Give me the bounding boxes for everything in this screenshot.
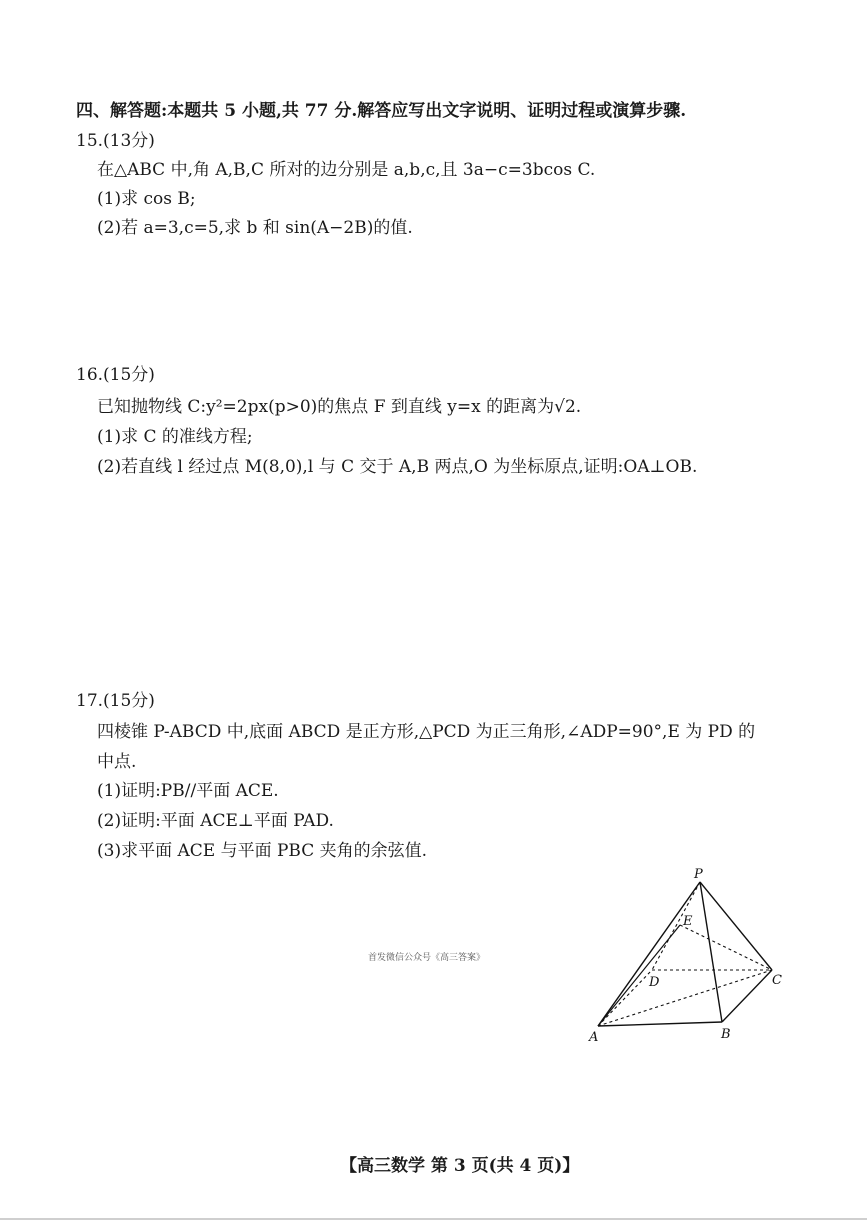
- edge-pd: [652, 882, 700, 970]
- label-a: A: [589, 1030, 599, 1045]
- edge-pc: [700, 882, 772, 970]
- label-p: P: [694, 867, 703, 882]
- section-heading: 四、解答题:本题共 5 小题,共 77 分.解答应写出文字说明、证明过程或演算步骤.: [76, 101, 687, 121]
- edge-pa: [598, 882, 700, 1026]
- edge-pb: [700, 882, 722, 1022]
- q15-stem: 在△ABC 中,角 A,B,C 所对的边分别是 a,b,c,且 3a−c=3bcos C.: [97, 160, 596, 180]
- label-b: B: [721, 1027, 731, 1042]
- segment-ec: [680, 925, 772, 970]
- q15-part1: (1)求 cos B;: [97, 189, 196, 209]
- label-c: C: [772, 973, 782, 988]
- page-footer: 【高三数学 第 3 页(共 4 页)】: [340, 1156, 580, 1176]
- bottom-divider: [0, 1218, 867, 1220]
- label-e: E: [683, 914, 693, 929]
- q17-part3: (3)求平面 ACE 与平面 PBC 夹角的余弦值.: [97, 841, 428, 861]
- q15-header: 15.(13分): [76, 131, 155, 151]
- q17-stem-line2: 中点.: [97, 752, 137, 772]
- edge-ad: [598, 970, 652, 1026]
- q17-part1: (1)证明:PB//平面 ACE.: [97, 781, 279, 801]
- q16-header: 16.(15分): [76, 365, 155, 385]
- q16-part1: (1)求 C 的准线方程;: [97, 427, 253, 447]
- edge-ab: [598, 1022, 722, 1026]
- q16-stem: 已知抛物线 C:y²=2px(p>0)的焦点 F 到直线 y=x 的距离为√2.: [97, 397, 582, 417]
- q16-part2: (2)若直线 l 经过点 M(8,0),l 与 C 交于 A,B 两点,O 为坐标原点,证明:OA⊥OB.: [97, 457, 698, 477]
- q17-stem-line1: 四棱锥 P-ABCD 中,底面 ABCD 是正方形,△PCD 为正三角形,∠ADP=90°,E 为 PD 的: [97, 722, 756, 742]
- q17-header: 17.(15分): [76, 691, 155, 711]
- q17-part2: (2)证明:平面 ACE⊥平面 PAD.: [97, 811, 334, 831]
- pyramid-figure: [585, 862, 800, 1047]
- watermark-text: 首发微信公众号《高三答案》: [368, 953, 486, 963]
- label-d: D: [649, 975, 660, 990]
- q15-part2: (2)若 a=3,c=5,求 b 和 sin(A−2B)的值.: [97, 218, 413, 238]
